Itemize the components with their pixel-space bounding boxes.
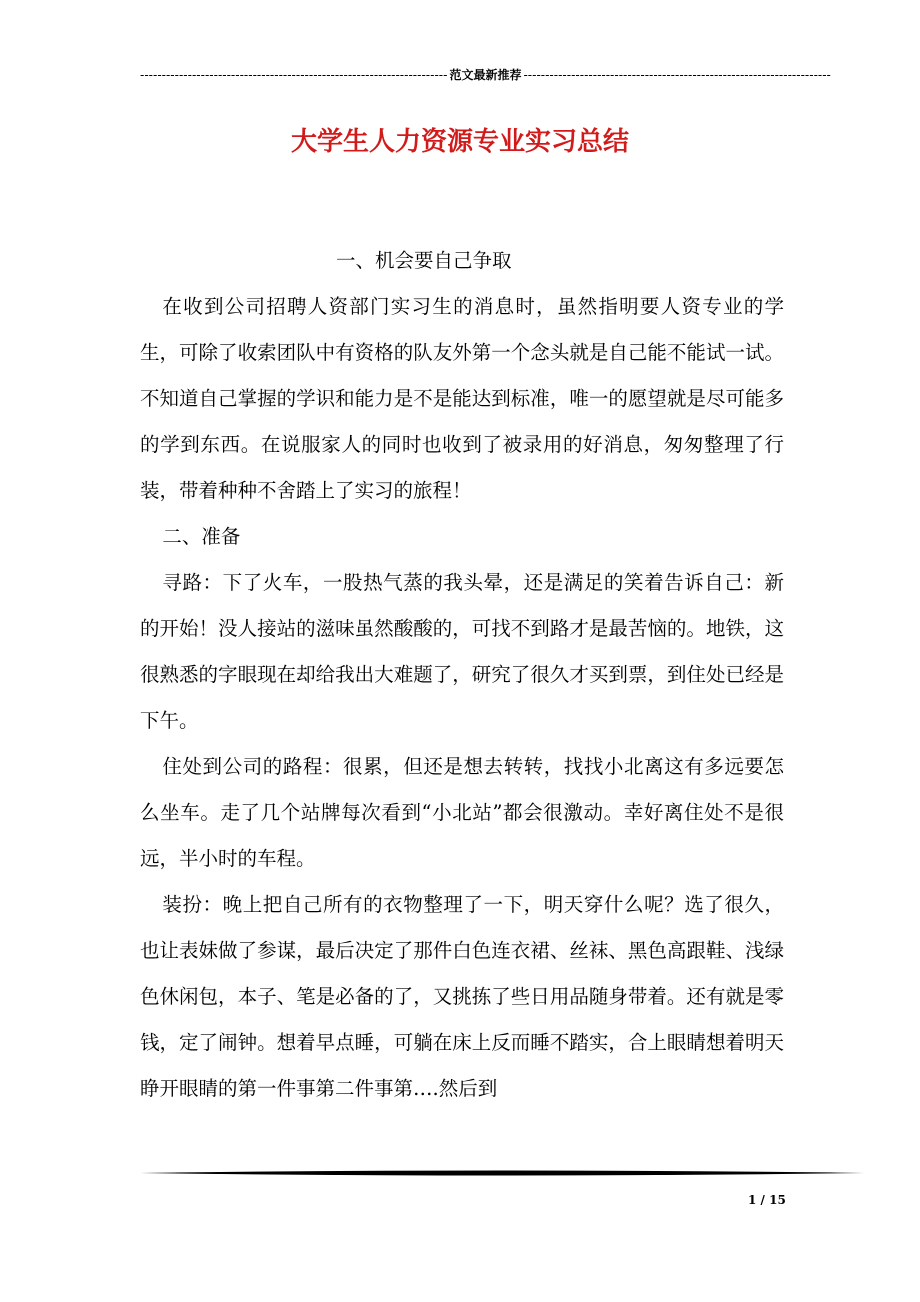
header-dashes-left: ----------------------------------------------------------------------- (140, 68, 448, 82)
header-dashes-right: ----------------------------------------------------------------------- (523, 68, 831, 82)
paragraph: 装扮：晚上把自己所有的衣物整理了一下，明天穿什么呢？选了很久，也让表妹做了参谋，最后决定了那件白色连衣裙、丝袜、黑色高跟鞋、浅绿色休闲包，本子、笔是必备的了，又挑拣了些日用品随身带着。还有就是零钱，定了闹钟。想着早点睡，可躺在床上反而睡不踏实，合上眼睛想着明天睁开眼睛的第一件事第二件事第….然后到 (140, 893, 784, 1100)
page-number: 1 / 15 (748, 1193, 786, 1207)
document-body (140, 238, 784, 1112)
header-label: 范文最新推荐 (449, 68, 522, 82)
paragraph: 在收到公司招聘人资部门实习生的消息时，虽然指明要人资专业的学生，可除了收索团队中有资格的队友外第一个念头就是自己能不能试一试。不知道自己掌握的学识和能力是不是能达到标准，唯一的愿望就是尽可能多的学到东西。在说服家人的同时也收到了被录用的好消息，匆匆整理了行装，带着种种不舍踏上了实习的旅程！ (140, 295, 784, 502)
section-heading-preparation: 二、准备 (162, 525, 241, 548)
page-header (140, 66, 831, 84)
paragraph: 寻路：下了火车，一股热气蒸的我头晕，还是满足的笑着告诉自己：新的开始！没人接站的滋味虽然酸酸的，可找不到路才是最苦恼的。地铁，这很熟悉的字眼现在却给我出大难题了，研究了很久才买到票，到住处已经是下午。 (140, 571, 784, 732)
footer-divider (140, 1168, 864, 1178)
paragraph: 住处到公司的路程：很累，但还是想去转转，找找小北离这有多远要怎么坐车。走了几个站牌每次看到“小北站”都会很激动。幸好离住处不是很远，半小时的车程。 (140, 755, 784, 870)
section-heading-opportunity: 一、机会要自己争取 (336, 249, 512, 272)
document-title: 大学生人力资源专业实习总结 (290, 127, 629, 157)
